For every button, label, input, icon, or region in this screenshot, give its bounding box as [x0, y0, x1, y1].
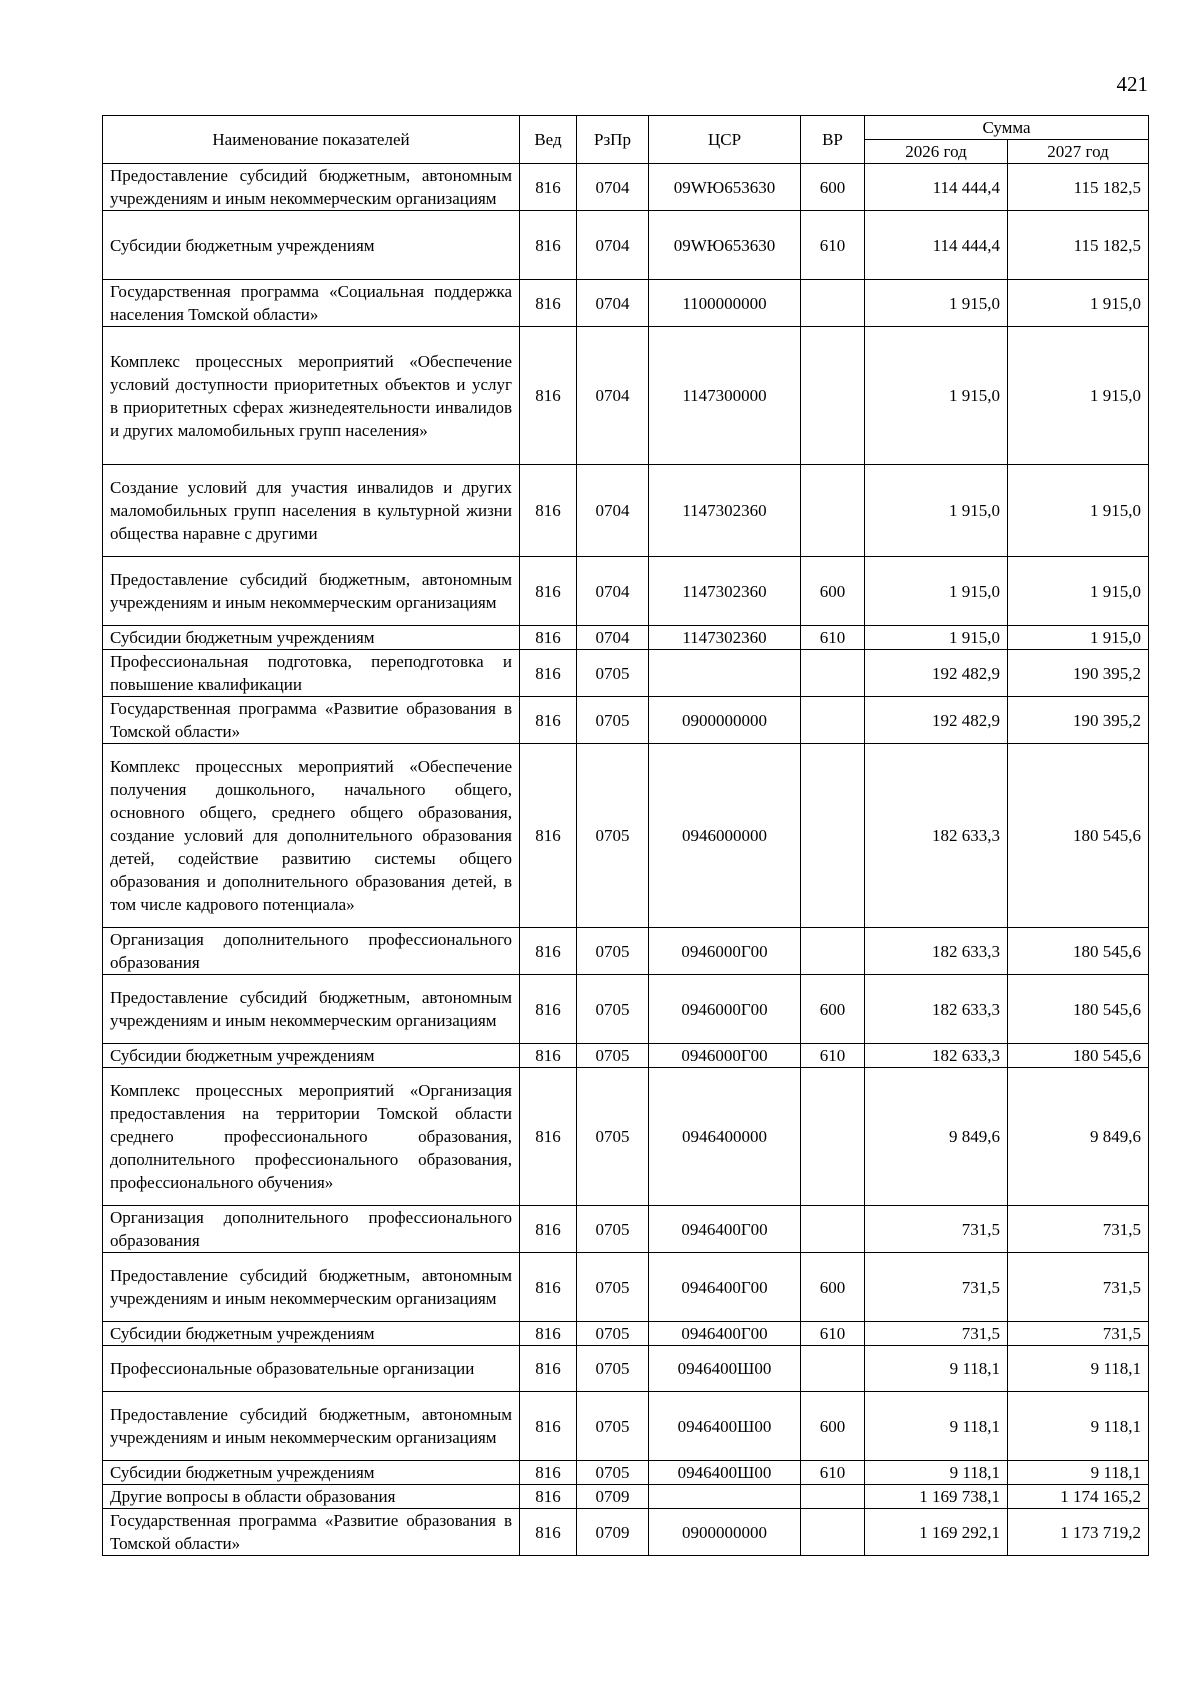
- table-row: [103, 1044, 1149, 1068]
- col-header-sum: Сумма: [865, 116, 1149, 140]
- row-sum-2026: 9 118,1: [865, 1392, 1008, 1461]
- row-csr: [649, 1485, 801, 1509]
- row-sum-2026: 182 633,3: [865, 975, 1008, 1044]
- row-rzpr: 0705: [577, 650, 649, 697]
- row-csr: 0946400Г00: [649, 1322, 801, 1346]
- row-sum-2026: 1 915,0: [865, 327, 1008, 465]
- row-ved: 816: [520, 211, 577, 280]
- row-name: Профессиональные образовательные организации: [103, 1346, 520, 1392]
- row-name: Предоставление субсидий бюджетным, автономным учреждениям и иным некоммерческим организациям: [103, 557, 520, 626]
- row-sum-2027: 9 118,1: [1008, 1346, 1149, 1392]
- row-sum-2027: 1 915,0: [1008, 465, 1149, 557]
- row-rzpr: 0704: [577, 164, 649, 211]
- row-rzpr: 0705: [577, 975, 649, 1044]
- row-rzpr: 0705: [577, 1322, 649, 1346]
- row-rzpr: 0704: [577, 211, 649, 280]
- row-name: Субсидии бюджетным учреждениям: [103, 626, 520, 650]
- row-csr: 0946400Ш00: [649, 1461, 801, 1485]
- row-csr: 1147302360: [649, 626, 801, 650]
- row-csr: 1147302360: [649, 465, 801, 557]
- table-row: [103, 626, 1149, 650]
- row-sum-2026: 192 482,9: [865, 697, 1008, 744]
- row-ved: 816: [520, 1485, 577, 1509]
- row-name: Субсидии бюджетным учреждениям: [103, 1044, 520, 1068]
- row-sum-2027: 9 849,6: [1008, 1068, 1149, 1206]
- row-rzpr: 0705: [577, 744, 649, 928]
- row-name: Предоставление субсидий бюджетным, автономным учреждениям и иным некоммерческим организациям: [103, 1392, 520, 1461]
- row-rzpr: 0705: [577, 1206, 649, 1253]
- row-ved: 816: [520, 1206, 577, 1253]
- table-row: [103, 327, 1149, 465]
- row-vr: 610: [801, 1044, 865, 1068]
- row-csr: 1100000000: [649, 280, 801, 327]
- row-vr: [801, 1485, 865, 1509]
- row-rzpr: 0705: [577, 1253, 649, 1322]
- row-sum-2027: 115 182,5: [1008, 164, 1149, 211]
- col-header-vr: ВР: [801, 116, 865, 164]
- budget-table: [102, 115, 1149, 1556]
- row-rzpr: 0705: [577, 1392, 649, 1461]
- table-row: [103, 1485, 1149, 1509]
- table-row: [103, 650, 1149, 697]
- row-csr: 0946000Г00: [649, 928, 801, 975]
- row-ved: 816: [520, 697, 577, 744]
- row-csr: 09WЮ653630: [649, 164, 801, 211]
- row-vr: [801, 465, 865, 557]
- row-vr: 600: [801, 164, 865, 211]
- row-sum-2027: 1 915,0: [1008, 557, 1149, 626]
- row-rzpr: 0704: [577, 465, 649, 557]
- row-name: Другие вопросы в области образования: [103, 1485, 520, 1509]
- row-ved: 816: [520, 744, 577, 928]
- row-sum-2026: 731,5: [865, 1206, 1008, 1253]
- row-vr: [801, 280, 865, 327]
- row-vr: [801, 928, 865, 975]
- row-sum-2026: 1 915,0: [865, 465, 1008, 557]
- table-row: [103, 1068, 1149, 1206]
- row-name: Комплекс процессных мероприятий «Организация предоставления на территории Томской области среднего профессионального образования, дополнительного профессионального образования, профессионального обучения»: [103, 1068, 520, 1206]
- row-ved: 816: [520, 1509, 577, 1556]
- table-row: [103, 1509, 1149, 1556]
- row-sum-2027: 731,5: [1008, 1322, 1149, 1346]
- row-sum-2026: 192 482,9: [865, 650, 1008, 697]
- table-row: [103, 1346, 1149, 1392]
- row-rzpr: 0705: [577, 697, 649, 744]
- row-vr: [801, 327, 865, 465]
- row-rzpr: 0709: [577, 1485, 649, 1509]
- page-number: 421: [1116, 72, 1148, 96]
- row-sum-2027: 180 545,6: [1008, 1044, 1149, 1068]
- col-header-csr: ЦСР: [649, 116, 801, 164]
- row-rzpr: 0705: [577, 1461, 649, 1485]
- row-sum-2026: 9 118,1: [865, 1346, 1008, 1392]
- row-sum-2027: 9 118,1: [1008, 1392, 1149, 1461]
- row-rzpr: 0704: [577, 626, 649, 650]
- row-sum-2027: 1 174 165,2: [1008, 1485, 1149, 1509]
- table-row: [103, 164, 1149, 211]
- row-rzpr: 0705: [577, 1044, 649, 1068]
- row-csr: 0946400Г00: [649, 1253, 801, 1322]
- row-sum-2026: 182 633,3: [865, 744, 1008, 928]
- col-header-2027: 2027 год: [1008, 140, 1149, 164]
- row-rzpr: 0709: [577, 1509, 649, 1556]
- table-row: [103, 697, 1149, 744]
- row-vr: 600: [801, 1253, 865, 1322]
- row-csr: 0946000Г00: [649, 1044, 801, 1068]
- header-row: [103, 116, 1149, 140]
- table-row: [103, 744, 1149, 928]
- row-name: Организация дополнительного профессионального образования: [103, 928, 520, 975]
- row-ved: 816: [520, 557, 577, 626]
- row-vr: 610: [801, 211, 865, 280]
- row-sum-2026: 1 915,0: [865, 626, 1008, 650]
- row-rzpr: 0704: [577, 280, 649, 327]
- row-name: Комплекс процессных мероприятий «Обеспечение условий доступности приоритетных объектов и услуг в приоритетных сферах жизнедеятельности инвалидов и других маломобильных групп населения»: [103, 327, 520, 465]
- table-row: [103, 280, 1149, 327]
- row-name: Профессиональная подготовка, переподготовка и повышение квалификации: [103, 650, 520, 697]
- row-csr: 0946400000: [649, 1068, 801, 1206]
- row-sum-2027: 1 915,0: [1008, 280, 1149, 327]
- table-row: [103, 1253, 1149, 1322]
- row-name: Субсидии бюджетным учреждениям: [103, 1322, 520, 1346]
- row-vr: 600: [801, 557, 865, 626]
- table-row: [103, 1206, 1149, 1253]
- col-header-name: Наименование показателей: [103, 116, 520, 164]
- row-sum-2026: 114 444,4: [865, 211, 1008, 280]
- row-name: Предоставление субсидий бюджетным, автономным учреждениям и иным некоммерческим организациям: [103, 164, 520, 211]
- row-sum-2027: 731,5: [1008, 1206, 1149, 1253]
- row-name: Предоставление субсидий бюджетным, автономным учреждениям и иным некоммерческим организациям: [103, 975, 520, 1044]
- row-ved: 816: [520, 650, 577, 697]
- table-row: [103, 557, 1149, 626]
- row-ved: 816: [520, 626, 577, 650]
- row-csr: 1147302360: [649, 557, 801, 626]
- row-ved: 816: [520, 280, 577, 327]
- row-csr: 0946400Ш00: [649, 1346, 801, 1392]
- col-header-ved: Вед: [520, 116, 577, 164]
- row-name: Комплекс процессных мероприятий «Обеспечение получения дошкольного, начального общего, основного общего, среднего общего образования, создание условий для дополнительного образования детей, содействие развитию системы общего образования и дополнительного образования детей, в том числе кадрового потенциала»: [103, 744, 520, 928]
- row-vr: [801, 1206, 865, 1253]
- row-vr: 610: [801, 1461, 865, 1485]
- row-sum-2026: 731,5: [865, 1253, 1008, 1322]
- col-header-rzpr: РзПр: [577, 116, 649, 164]
- row-rzpr: 0705: [577, 1068, 649, 1206]
- row-sum-2027: 731,5: [1008, 1253, 1149, 1322]
- row-sum-2027: 190 395,2: [1008, 650, 1149, 697]
- row-sum-2027: 1 915,0: [1008, 626, 1149, 650]
- row-vr: [801, 650, 865, 697]
- col-header-2026: 2026 год: [865, 140, 1008, 164]
- row-name: Создание условий для участия инвалидов и других маломобильных групп населения в культурной жизни общества наравне с другими: [103, 465, 520, 557]
- row-csr: 0946000000: [649, 744, 801, 928]
- row-sum-2026: 731,5: [865, 1322, 1008, 1346]
- row-sum-2027: 180 545,6: [1008, 744, 1149, 928]
- row-ved: 816: [520, 1044, 577, 1068]
- table-row: [103, 928, 1149, 975]
- row-csr: [649, 650, 801, 697]
- row-sum-2026: 1 915,0: [865, 557, 1008, 626]
- row-vr: [801, 744, 865, 928]
- row-ved: 816: [520, 327, 577, 465]
- row-sum-2027: 180 545,6: [1008, 928, 1149, 975]
- row-ved: 816: [520, 1322, 577, 1346]
- row-ved: 816: [520, 1346, 577, 1392]
- row-vr: [801, 1068, 865, 1206]
- row-vr: [801, 1509, 865, 1556]
- row-sum-2027: 115 182,5: [1008, 211, 1149, 280]
- row-name: Предоставление субсидий бюджетным, автономным учреждениям и иным некоммерческим организациям: [103, 1253, 520, 1322]
- row-name: Государственная программа «Развитие образования в Томской области»: [103, 1509, 520, 1556]
- row-name: Организация дополнительного профессионального образования: [103, 1206, 520, 1253]
- row-csr: 0900000000: [649, 1509, 801, 1556]
- row-ved: 816: [520, 465, 577, 557]
- row-sum-2026: 1 169 738,1: [865, 1485, 1008, 1509]
- row-vr: 610: [801, 626, 865, 650]
- row-sum-2027: 180 545,6: [1008, 975, 1149, 1044]
- row-sum-2026: 1 915,0: [865, 280, 1008, 327]
- row-sum-2026: 114 444,4: [865, 164, 1008, 211]
- row-rzpr: 0704: [577, 557, 649, 626]
- row-sum-2026: 182 633,3: [865, 1044, 1008, 1068]
- row-vr: [801, 697, 865, 744]
- table-row: [103, 465, 1149, 557]
- row-vr: [801, 1346, 865, 1392]
- row-ved: 816: [520, 164, 577, 211]
- row-rzpr: 0704: [577, 327, 649, 465]
- table-row: [103, 975, 1149, 1044]
- row-vr: 600: [801, 975, 865, 1044]
- row-ved: 816: [520, 1068, 577, 1206]
- row-vr: 610: [801, 1322, 865, 1346]
- table-row: [103, 211, 1149, 280]
- row-name: Государственная программа «Развитие образования в Томской области»: [103, 697, 520, 744]
- row-sum-2027: 1 173 719,2: [1008, 1509, 1149, 1556]
- row-csr: 0946400Г00: [649, 1206, 801, 1253]
- table-row: [103, 1322, 1149, 1346]
- row-ved: 816: [520, 1392, 577, 1461]
- row-sum-2026: 9 118,1: [865, 1461, 1008, 1485]
- row-sum-2027: 9 118,1: [1008, 1461, 1149, 1485]
- row-name: Субсидии бюджетным учреждениям: [103, 1461, 520, 1485]
- row-ved: 816: [520, 975, 577, 1044]
- row-vr: 600: [801, 1392, 865, 1461]
- row-name: Государственная программа «Социальная поддержка населения Томской области»: [103, 280, 520, 327]
- row-ved: 816: [520, 1461, 577, 1485]
- row-rzpr: 0705: [577, 928, 649, 975]
- row-sum-2027: 1 915,0: [1008, 327, 1149, 465]
- row-name: Субсидии бюджетным учреждениям: [103, 211, 520, 280]
- row-csr: 09WЮ653630: [649, 211, 801, 280]
- row-csr: 1147300000: [649, 327, 801, 465]
- table-row: [103, 1461, 1149, 1485]
- row-sum-2027: 190 395,2: [1008, 697, 1149, 744]
- row-sum-2026: 182 633,3: [865, 928, 1008, 975]
- table-row: [103, 1392, 1149, 1461]
- row-ved: 816: [520, 1253, 577, 1322]
- row-sum-2026: 1 169 292,1: [865, 1509, 1008, 1556]
- row-csr: 0946400Ш00: [649, 1392, 801, 1461]
- row-csr: 0946000Г00: [649, 975, 801, 1044]
- row-sum-2026: 9 849,6: [865, 1068, 1008, 1206]
- row-rzpr: 0705: [577, 1346, 649, 1392]
- row-ved: 816: [520, 928, 577, 975]
- row-csr: 0900000000: [649, 697, 801, 744]
